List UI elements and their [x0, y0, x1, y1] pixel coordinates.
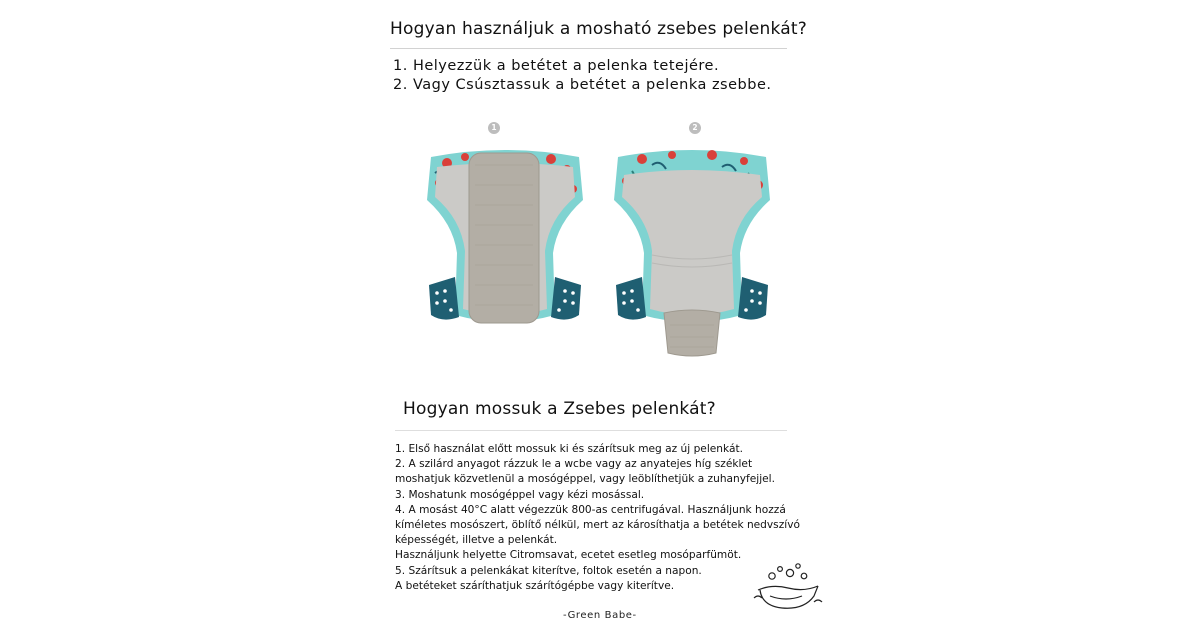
left-snap-tab — [616, 277, 646, 320]
absorbent-insert — [469, 153, 539, 323]
washing-line: 3. Moshatunk mosógéppel vagy kézi mosással. — [395, 488, 645, 501]
washing-title: Hogyan mossuk a Zsebes pelenkát? — [403, 399, 716, 419]
washing-line: képességét, illetve a pelenkát. — [395, 534, 558, 547]
washing-line: 2. A szilárd anyagot rázzuk le a wcbe vagy az anyatejes híg széklet — [395, 458, 753, 471]
left-snap-tab — [429, 277, 459, 320]
washing-line: 5. Szárítsuk a pelenkákat kiterítve, foltok esetén a napon. — [395, 564, 702, 577]
washing-line: moshatjuk közvetlenül a mosógéppel, vagy leöblíthetjük a zuhanyfejjel. — [395, 473, 775, 486]
diaper-insert-on-top-illustration — [425, 145, 585, 335]
usage-title: Hogyan használjuk a mosható zsebes pelenkát? — [390, 19, 807, 39]
figure-1-badge: 1 — [488, 122, 500, 134]
washing-line: 4. A mosást 40°C alatt végezzük 800-as centrifugával. Használjunk hozzá — [395, 503, 786, 516]
signature: -Green Babe- — [563, 610, 637, 621]
right-snap-tab — [551, 277, 581, 320]
washing-line: A betéteket száríthatjuk szárítógépbe vagy kiterítve. — [395, 579, 675, 592]
washing-title-divider — [395, 430, 787, 431]
usage-step-2: 2. Vagy Csúsztassuk a betétet a pelenka zsebbe. — [393, 77, 772, 93]
wash-tub-icon — [752, 560, 824, 612]
washing-line: Használjunk helyette Citromsavat, ecetet esetleg mosóparfümöt. — [395, 549, 742, 562]
usage-steps — [393, 57, 771, 95]
absorbent-insert — [664, 310, 720, 356]
diaper-insert-in-pocket-illustration — [612, 145, 772, 360]
right-snap-tab — [738, 277, 768, 320]
washing-line: 1. Első használat előtt mossuk ki és szárítsuk meg az új pelenkát. — [395, 443, 743, 455]
figure-2-badge: 2 — [689, 122, 701, 134]
usage-title-divider — [390, 48, 787, 49]
usage-step-1: 1. Helyezzük a betétet a pelenka tetejére. — [393, 58, 720, 74]
washing-line: kíméletes mosószert, öblítő nélkül, mert az károsíthatja a betétek nedvszívó — [395, 519, 800, 532]
